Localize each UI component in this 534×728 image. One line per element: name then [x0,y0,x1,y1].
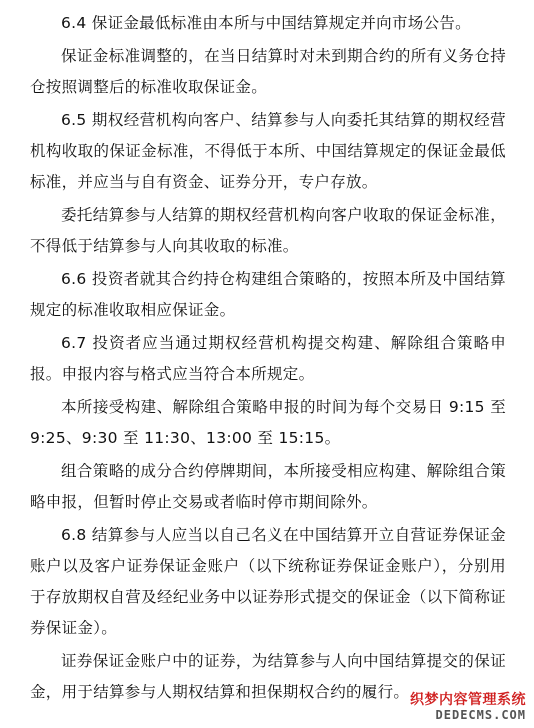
paragraph-6-4: 6.4 保证金最低标准由本所与中国结算规定并向市场公告。 [61,14,471,32]
watermark-title: 织梦内容管理系统 [410,692,526,709]
paragraph-6-6: 6.6 投资者就其合约持仓构建组合策略的，按照本所及中国结算规定的标准收取相应保证金。 [30,270,506,319]
paragraph-6-8: 6.8 结算参与人应当以自己名义在中国结算开立自营证券保证金账户以及客户证券保证金账户（以下统称证券保证金账户），分别用于存放期权自营及经纪业务中以证券形式提交的保证金（以下简称证券保证金）。 [30,526,506,637]
watermark-domain: DEDECMS.COM [435,707,526,722]
document-body [30,8,506,710]
paragraph-6-7: 6.7 投资者应当通过期权经营机构提交构建、解除组合策略申报。申报内容与格式应当符合本所规定。 [30,334,506,383]
paragraph-6-5-delegated: 委托结算参与人结算的期权经营机构向客户收取的保证金标准，不得低于结算参与人向其收取的标准。 [30,206,506,255]
paragraph-6-8-securities: 证券保证金账户中的证券，为结算参与人向中国结算提交的保证金，用于结算参与人期权结算和担保期权合约的履行。 [30,652,506,701]
site-watermark [410,693,526,722]
paragraph-6-7-suspension: 组合策略的成分合约停牌期间，本所接受相应构建、解除组合策略申报，但暂时停止交易或者临时停市期间除外。 [30,462,506,511]
paragraph-6-4-adjustment: 保证金标准调整的，在当日结算时对未到期合约的所有义务仓持仓按照调整后的标准收取保证金。 [30,47,506,96]
paragraph-6-5: 6.5 期权经营机构向客户、结算参与人向委托其结算的期权经营机构收取的保证金标准，不得低于本所、中国结算规定的保证金最低标准，并应当与自有资金、证券分开，专户存放。 [30,111,506,191]
paragraph-6-7-hours: 本所接受构建、解除组合策略申报的时间为每个交易日 9:15 至 9:25、9:30 至 11:30、13:00 至 15:15。 [30,398,506,447]
